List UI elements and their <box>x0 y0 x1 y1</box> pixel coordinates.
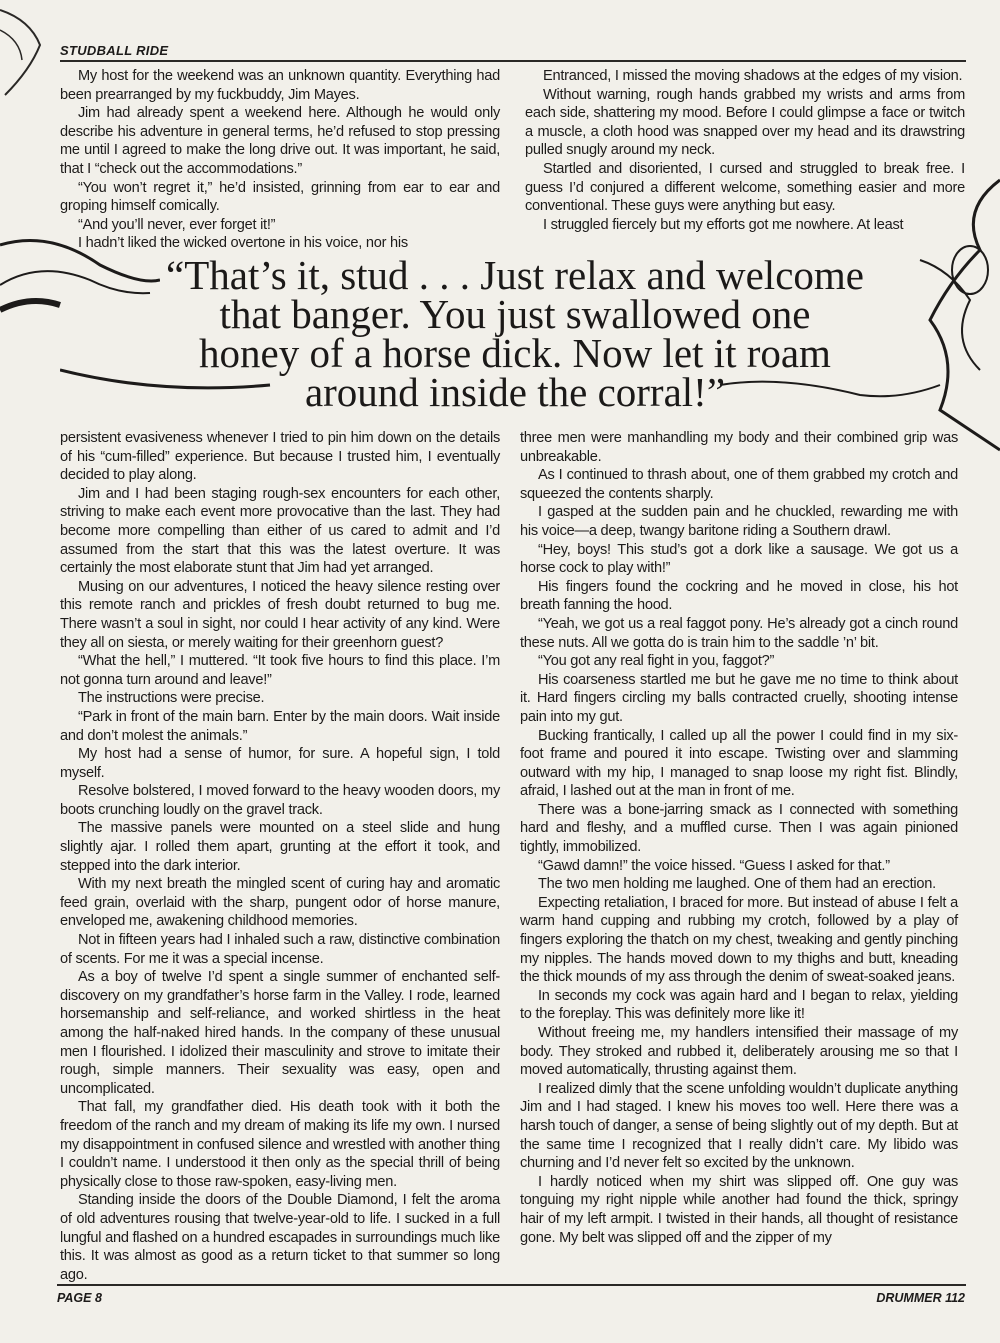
column-top-left <box>60 67 500 253</box>
paragraph: “You got any real fight in you, faggot?” <box>538 653 775 670</box>
paragraph: Without warning, rough hands grabbed my wrists and arms from each side, shattering my mood. Before I could glimpse a face or twitch a muscle, a cloth hood was snapped over my head and its drawstring pulled snugly around my neck. <box>525 86 965 159</box>
paragraph: “Gawd damn!” the voice hissed. “Guess I asked for that.” <box>538 857 890 874</box>
paragraph: My host had a sense of humor, for sure. A hopeful sign, I told myself. <box>60 746 500 781</box>
pull-quote-line: honey of a horse dick. Now let it roam <box>199 330 831 376</box>
pull-quote-line: “That’s it, stud . . . Just relax and welcome <box>166 252 864 298</box>
footer-rule <box>57 1284 966 1286</box>
paragraph: The instructions were precise. <box>78 690 265 707</box>
paragraph: Startled and disoriented, I cursed and struggled to break free. I guess I’d conjured a different welcome, something easier and more conventional. These guys were anything but easy. <box>525 160 965 215</box>
paragraph: My host for the weekend was an unknown quantity. Everything had been prearranged by my fuckbuddy, Jim Mayes. <box>60 68 500 103</box>
section-title: STUDBALL RIDE <box>60 43 169 58</box>
paragraph: His fingers found the cockring and he moved in close, his hot breath fanning the hood. <box>520 578 958 614</box>
paragraph: “Park in front of the main barn. Enter by the main doors. Wait inside and don’t molest the animals.” <box>60 708 500 744</box>
paragraph: The two men holding me laughed. One of them had an erection. <box>538 876 936 893</box>
paragraph: Resolve bolstered, I moved forward to the heavy wooden doors, my boots crunching loudly on the gravel track. <box>60 783 500 818</box>
paragraph: I realized dimly that the scene unfolding wouldn’t duplicate anything Jim and I had staged. I knew his moves too well. Here there was a harsh touch of danger, a sense of being slightly out of my depth. But at the same time I recognized that I really didn’t care. My libido was churning and I’d never felt so excited by the unknown. <box>520 1080 958 1172</box>
paragraph: “Yeah, we got us a real faggot pony. He’s already got a cinch round these nuts. All we gotta do is train him to the saddle ’n’ bit. <box>520 615 958 651</box>
paragraph: “What the hell,” I muttered. “It took five hours to find this place. I’m not gonna turn around and leave!” <box>60 653 500 688</box>
column-bottom-left <box>60 429 500 1284</box>
paragraph: “Hey, boys! This stud’s got a dork like a sausage. We got us a horse cock to play with!” <box>520 541 958 577</box>
paragraph: There was a bone-jarring smack as I connected with something hard and fleshy, and a muffled curse. Then I was again pinioned tightly, immobilized. <box>520 801 958 856</box>
paragraph: Musing on our adventures, I noticed the heavy silence resting over this remote ranch and prickles of fresh doubt returned to bug me. There wasn’t a soul in sight, nor could I hear activity of any kind. Were they all on siesta, or merely waiting for their greenhorn guest? <box>60 578 500 651</box>
paragraph: Jim and I had been staging rough-sex encounters for each other, striving to make each event more provocative than the last. They had become more compelling than either of us cared to admit and I’d assumed from the start that this was the latest overture. It was certainly the most elaborate stunt that Jim had yet arranged. <box>60 485 500 577</box>
corner-illustration-top-left <box>0 0 60 110</box>
pull-quote-line: around inside the corral!” <box>304 369 726 415</box>
paragraph: Not in fifteen years had I inhaled such a raw, distinctive combination of scents. For me it was a special incense. <box>60 932 500 967</box>
column-top-right <box>525 67 965 234</box>
issue-label: DRUMMER 112 <box>876 1291 965 1305</box>
pull-quote <box>90 252 940 415</box>
paragraph: That fall, my grandfather died. His death took with it both the freedom of the ranch and my dream of making its life my own. I nursed my disappointment in confused silence and wrestled with another thing I couldn’t name. I understood it then only as the special thrill of being physically close to those raw-spoken, easy-living men. <box>60 1099 500 1190</box>
paragraph: As a boy of twelve I’d spent a single summer of enchanted self-discovery on my grandfather’s horse farm in the Valley. I rode, learned horsemanship and self-reliance, and worked shirtless in the heat among the half-naked hired hands. In the company of these unusual men I flourished. I idolized their masculinity and strove to imitate their rough, simple manners. Their sexuality was easy, open and uncomplicated. <box>60 969 500 1097</box>
paragraph: Without freeing me, my handlers intensified their massage of my body. They stroked and rubbed it, deliberately arousing me so that I moved automatically, thrusting against them. <box>520 1025 958 1079</box>
column-bottom-right <box>520 429 958 1247</box>
paragraph: The massive panels were mounted on a steel slide and hung slightly ajar. I rolled them apart, grunting at the effort it took, and stepped into the dark interior. <box>60 820 500 874</box>
paragraph: I hardly noticed when my shirt was slipped off. One guy was tonguing my right nipple while another had found the thick, springy hair of my left armpit. I twisted in their hands, all thought of resistance gone. My belt was slipped off and the zipper of my <box>520 1173 958 1246</box>
paragraph: With my next breath the mingled scent of curing hay and aromatic feed grain, overlaid with the sharp, pungent odor of horse manure, enveloped me, awakening childhood memories. <box>60 876 500 930</box>
paragraph: three men were manhandling my body and their combined grip was unbreakable. <box>520 430 958 465</box>
paragraph: Entranced, I missed the moving shadows at the edges of my vision. <box>543 68 963 84</box>
paragraph: persistent evasiveness whenever I tried to pin him down on the details of his “cum-filled” experience. But because I trusted him, I eventually decided to play along. <box>60 430 500 484</box>
pull-quote-line: that banger. You just swallowed one <box>219 291 811 337</box>
paragraph: In seconds my cock was again hard and I began to relax, yielding to the foreplay. This was definitely more like it! <box>520 987 958 1023</box>
page-number: PAGE 8 <box>57 1291 102 1305</box>
paragraph: “And you’ll never, ever forget it!” <box>78 216 276 233</box>
paragraph: As I continued to thrash about, one of them grabbed my crotch and squeezed the contents sharply. <box>520 467 958 502</box>
paragraph: I struggled fiercely but my efforts got me nowhere. At least <box>543 216 904 233</box>
paragraph: Expecting retaliation, I braced for more. But instead of abuse I felt a warm hand cupping and rubbing my crotch, followed by a play of fingers exploring the thatch on my chest, tweaking and gently pinching my nipples. The hands moved down to my thighs and butt, kneading the thick mounds of my ass through the denim of sweat-soaked jeans. <box>520 894 958 986</box>
header-rule <box>60 60 966 62</box>
paragraph: I gasped at the sudden pain and he chuckled, rewarding me with his voice—a deep, twangy baritone riding a Southern drawl. <box>520 504 958 539</box>
paragraph: “You won’t regret it,” he’d insisted, grinning from ear to ear and groping himself comically. <box>60 179 500 215</box>
paragraph: Standing inside the doors of the Double Diamond, I felt the aroma of old adventures rousing that twelve-year-old to life. I sucked in a full lungful and flashed on a hundred escapades in surroundings much like this. It was almost as good as a return ticket to that summer so long ago. <box>60 1192 500 1283</box>
paragraph: Bucking frantically, I called up all the power I could find in my six-foot frame and poured it into escape. Twisting over and slamming outward with my hip, I managed to snap loose my right fist. Blindly, afraid, I lashed out at the man in front of me. <box>520 727 958 800</box>
paragraph: His coarseness startled me but he gave me no time to think about it. Hard fingers circling my balls contracted cruelly, shooting intense pain into my gut. <box>520 671 958 725</box>
paragraph: Jim had already spent a weekend here. Although he would only describe his adventure in general terms, he’d refused to stop pressing me until I agreed to make the long drive out. It was important, he said, that I “check out the accommodations.” <box>60 105 500 177</box>
paragraph: I hadn’t liked the wicked overtone in his voice, nor his <box>78 235 408 252</box>
